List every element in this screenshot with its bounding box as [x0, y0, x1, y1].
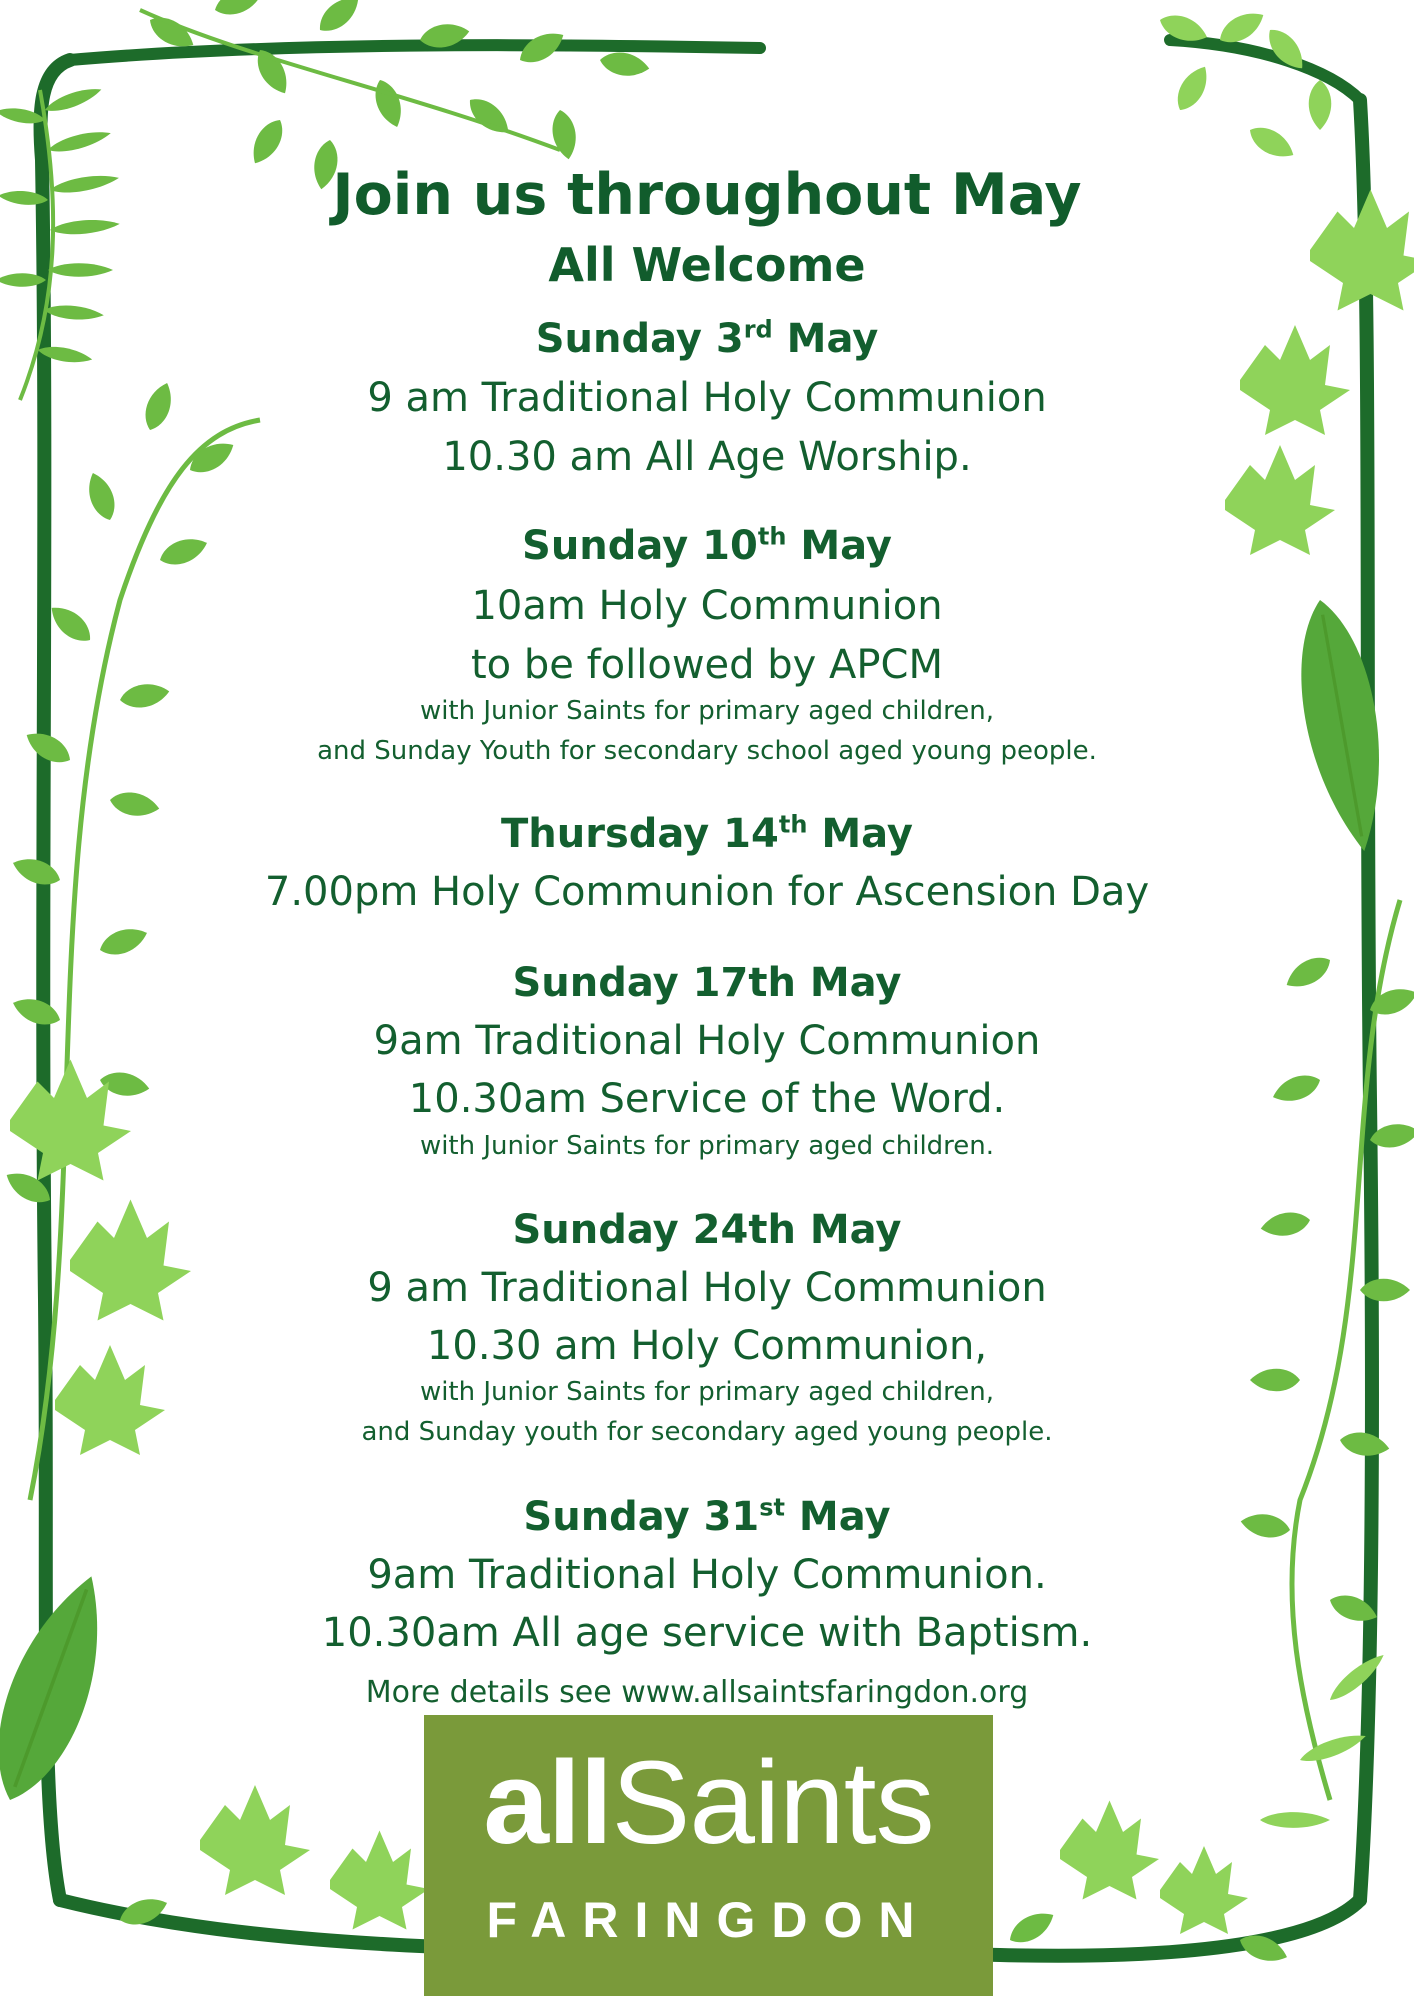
service-line: 9am Traditional Holy Communion. [367, 1552, 1047, 1598]
more-details-link[interactable]: More details see www.allsaintsfaringdon.org [365, 1675, 1029, 1710]
service-line: 10.30 am Holy Communion, [426, 1323, 988, 1369]
all-saints-logo [424, 1715, 993, 1996]
service-line: to be followed by APCM [471, 642, 943, 688]
service-day-heading: Sunday 10th May [522, 522, 892, 569]
service-note: and Sunday Youth for secondary school aged young people. [317, 736, 1097, 766]
service-line: 9am Traditional Holy Communion [373, 1018, 1041, 1064]
service-line: 9 am Traditional Holy Communion [367, 1265, 1047, 1311]
service-note: with Junior Saints for primary aged children, [419, 696, 995, 726]
poster-subtitle: All Welcome [548, 238, 866, 292]
service-note: with Junior Saints for primary aged children. [419, 1131, 995, 1161]
service-line: 10am Holy Communion [471, 583, 943, 629]
poster-title: Join us throughout May [332, 162, 1082, 228]
service-day-heading: Sunday 17th May [512, 960, 902, 1006]
logo-place: FARINGDON [486, 1892, 931, 1948]
service-line: 10.30 am All Age Worship. [442, 434, 972, 480]
logo-wordmark: allSaints [483, 1737, 934, 1869]
service-day-heading: Thursday 14th May [501, 810, 913, 857]
service-day-heading: Sunday 31st May [523, 1493, 891, 1540]
service-line: 10.30am Service of the Word. [408, 1076, 1006, 1122]
service-note: with Junior Saints for primary aged children, [419, 1377, 995, 1407]
service-day-heading: Sunday 3rd May [535, 315, 879, 362]
service-line: 10.30am All age service with Baptism. [321, 1610, 1093, 1656]
service-day-heading: Sunday 24th May [512, 1207, 902, 1253]
service-line: 9 am Traditional Holy Communion [367, 375, 1047, 421]
service-line: 7.00pm Holy Communion for Ascension Day [264, 869, 1150, 915]
service-note: and Sunday youth for secondary aged young people. [361, 1417, 1053, 1447]
